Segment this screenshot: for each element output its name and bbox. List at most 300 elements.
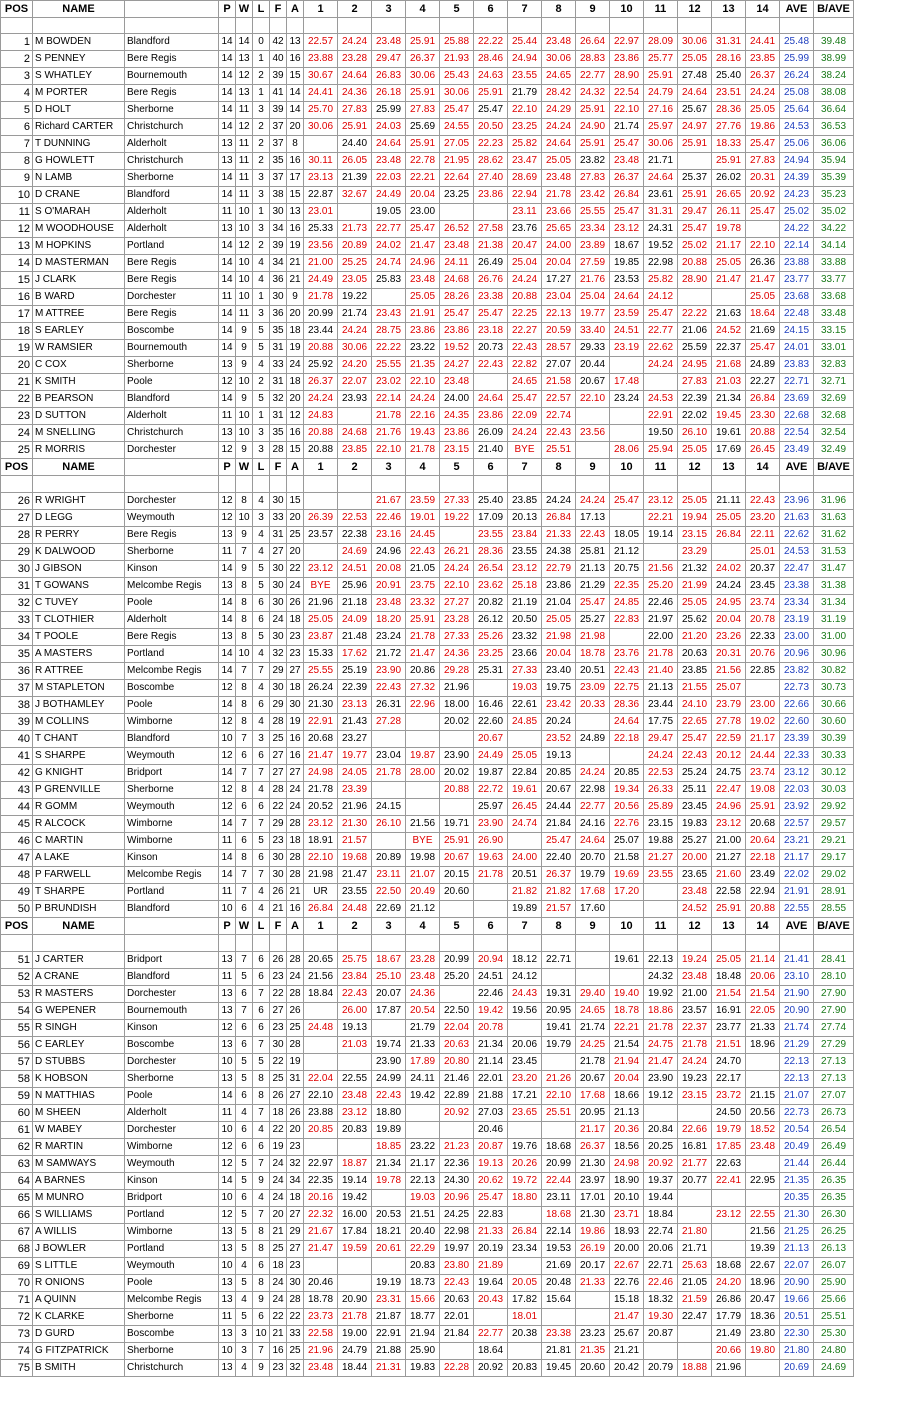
score-cell: 23.38 xyxy=(474,289,508,306)
column-header: 1 xyxy=(304,918,338,935)
against-cell: 25 xyxy=(287,527,304,544)
won-cell: 7 xyxy=(236,952,253,969)
column-header: 13 xyxy=(712,1,746,18)
score-cell: 23.57 xyxy=(678,1003,712,1020)
won-cell: 11 xyxy=(236,153,253,170)
score-cell: 22.74 xyxy=(644,1224,678,1241)
lost-cell: 3 xyxy=(253,102,270,119)
score-cell xyxy=(474,901,508,918)
score-cell: 23.59 xyxy=(610,306,644,323)
score-cell: 25.55 xyxy=(372,357,406,374)
against-cell: 15 xyxy=(287,187,304,204)
bonus-average-cell: 33.15 xyxy=(814,323,854,340)
score-cell: 25.05 xyxy=(746,102,780,119)
score-cell: 21.48 xyxy=(338,629,372,646)
score-cell: 19.45 xyxy=(712,408,746,425)
for-cell: 39 xyxy=(270,238,287,255)
score-cell: 22.10 xyxy=(576,391,610,408)
score-cell: 21.12 xyxy=(406,901,440,918)
score-cell: 20.92 xyxy=(440,1105,474,1122)
player-row xyxy=(1,289,854,306)
position-cell: 57 xyxy=(1,1054,33,1071)
played-cell: 14 xyxy=(219,255,236,272)
score-cell: 19.05 xyxy=(372,204,406,221)
played-cell: 14 xyxy=(219,867,236,884)
score-cell: 24.49 xyxy=(304,272,338,289)
club-cell: Poole xyxy=(125,697,219,714)
score-cell xyxy=(474,1309,508,1326)
score-cell: 21.71 xyxy=(644,153,678,170)
score-cell: 22.58 xyxy=(304,1326,338,1343)
bonus-average-cell: 39.48 xyxy=(814,34,854,51)
played-cell: 10 xyxy=(219,901,236,918)
player-name-cell: R MASTERS xyxy=(33,986,125,1003)
empty-cell xyxy=(576,476,610,493)
score-cell: 28.16 xyxy=(712,51,746,68)
player-row xyxy=(1,221,854,238)
against-cell: 19 xyxy=(287,1054,304,1071)
score-cell: 21.35 xyxy=(576,1343,610,1360)
score-cell: 23.86 xyxy=(542,578,576,595)
played-cell: 14 xyxy=(219,850,236,867)
score-cell: 24.24 xyxy=(440,561,474,578)
bonus-average-cell: 33.88 xyxy=(814,255,854,272)
position-cell: 19 xyxy=(1,340,33,357)
score-cell xyxy=(576,969,610,986)
played-cell: 12 xyxy=(219,1156,236,1173)
for-cell: 30 xyxy=(270,1037,287,1054)
score-cell: 23.87 xyxy=(304,629,338,646)
player-name-cell: D SUTTON xyxy=(33,408,125,425)
won-cell: 11 xyxy=(236,187,253,204)
score-cell: 24.64 xyxy=(372,136,406,153)
score-cell: 24.49 xyxy=(372,187,406,204)
played-cell: 14 xyxy=(219,323,236,340)
average-cell: 23.39 xyxy=(780,731,814,748)
score-cell: 30.06 xyxy=(338,340,372,357)
bonus-average-cell: 35.39 xyxy=(814,170,854,187)
for-cell: 21 xyxy=(270,1326,287,1343)
score-cell: 20.88 xyxy=(746,901,780,918)
score-cell: 18.84 xyxy=(644,1207,678,1224)
won-cell: 7 xyxy=(236,765,253,782)
score-cell: 25.47 xyxy=(542,833,576,850)
played-cell: 13 xyxy=(219,1326,236,1343)
player-name-cell: D HOLT xyxy=(33,102,125,119)
score-cell: 15.33 xyxy=(304,646,338,663)
lost-cell: 5 xyxy=(253,561,270,578)
won-cell: 5 xyxy=(236,1173,253,1190)
score-cell: 19.85 xyxy=(610,255,644,272)
score-cell: 24.24 xyxy=(338,34,372,51)
score-cell: 17.87 xyxy=(372,1003,406,1020)
empty-cell xyxy=(780,935,814,952)
score-cell: 20.83 xyxy=(338,1122,372,1139)
score-cell: 24.12 xyxy=(508,969,542,986)
score-cell: 25.82 xyxy=(644,272,678,289)
player-name-cell: D MASTERMAN xyxy=(33,255,125,272)
score-cell: 25.27 xyxy=(678,833,712,850)
score-cell xyxy=(338,1054,372,1071)
score-cell: 21.96 xyxy=(338,799,372,816)
column-header: AVE xyxy=(780,459,814,476)
average-cell: 24.53 xyxy=(780,119,814,136)
played-cell: 12 xyxy=(219,510,236,527)
score-cell: 26.86 xyxy=(712,1292,746,1309)
player-name-cell: R SINGH xyxy=(33,1020,125,1037)
score-cell: 26.37 xyxy=(576,1139,610,1156)
player-row xyxy=(1,102,854,119)
score-cell: 19.03 xyxy=(406,1190,440,1207)
score-cell: 24.83 xyxy=(304,408,338,425)
club-cell: Bournemouth xyxy=(125,68,219,85)
position-cell: 59 xyxy=(1,1088,33,1105)
score-cell: 20.04 xyxy=(712,612,746,629)
score-cell: 19.42 xyxy=(338,1190,372,1207)
score-cell: 19.77 xyxy=(576,306,610,323)
score-cell: 21.56 xyxy=(746,1224,780,1241)
score-cell: 20.68 xyxy=(304,731,338,748)
score-cell: 29.33 xyxy=(576,340,610,357)
score-cell xyxy=(610,425,644,442)
empty-cell xyxy=(304,935,338,952)
played-cell: 13 xyxy=(219,357,236,374)
score-cell: 21.51 xyxy=(406,1207,440,1224)
score-cell: 17.82 xyxy=(508,1292,542,1309)
empty-cell xyxy=(406,18,440,34)
for-cell: 30 xyxy=(270,867,287,884)
score-cell: 22.94 xyxy=(508,187,542,204)
score-cell: 21.78 xyxy=(304,782,338,799)
score-cell: 23.40 xyxy=(542,663,576,680)
against-cell: 21 xyxy=(287,255,304,272)
empty-cell xyxy=(1,476,33,493)
player-name-cell: J CARTER xyxy=(33,952,125,969)
position-cell: 33 xyxy=(1,612,33,629)
score-cell xyxy=(508,731,542,748)
score-cell: 19.14 xyxy=(644,527,678,544)
score-cell: 24.98 xyxy=(610,1156,644,1173)
score-cell: 24.15 xyxy=(372,799,406,816)
score-cell: 23.48 xyxy=(372,153,406,170)
player-name-cell: C COX xyxy=(33,357,125,374)
score-cell xyxy=(338,408,372,425)
score-cell: 22.43 xyxy=(576,527,610,544)
score-cell: 24.27 xyxy=(440,357,474,374)
score-cell: BYE xyxy=(508,442,542,459)
column-header: 5 xyxy=(440,918,474,935)
header-row xyxy=(1,459,854,476)
against-cell: 30 xyxy=(287,1275,304,1292)
against-cell: 24 xyxy=(287,782,304,799)
club-cell: Sherborne xyxy=(125,782,219,799)
score-cell: 24.64 xyxy=(644,170,678,187)
empty-cell xyxy=(125,476,219,493)
score-cell: 23.15 xyxy=(440,442,474,459)
won-cell: 9 xyxy=(236,391,253,408)
score-cell xyxy=(746,1190,780,1207)
against-cell: 17 xyxy=(287,170,304,187)
for-cell: 39 xyxy=(270,102,287,119)
score-cell: 21.17 xyxy=(576,1122,610,1139)
player-row xyxy=(1,1190,854,1207)
score-cell: 22.18 xyxy=(746,850,780,867)
score-cell: 22.46 xyxy=(372,510,406,527)
bonus-average-cell: 31.96 xyxy=(814,493,854,510)
column-header xyxy=(125,459,219,476)
won-cell: 7 xyxy=(236,1003,253,1020)
bonus-average-cell: 30.12 xyxy=(814,765,854,782)
score-cell: 20.92 xyxy=(644,1156,678,1173)
score-cell: 16.81 xyxy=(678,1139,712,1156)
club-cell: Portland xyxy=(125,646,219,663)
played-cell: 14 xyxy=(219,1173,236,1190)
score-cell: 23.48 xyxy=(440,374,474,391)
against-cell: 20 xyxy=(287,119,304,136)
score-cell: 26.45 xyxy=(508,799,542,816)
won-cell: 7 xyxy=(236,663,253,680)
score-cell: 26.33 xyxy=(644,782,678,799)
score-cell: 23.11 xyxy=(372,867,406,884)
score-cell: 20.83 xyxy=(406,1258,440,1275)
score-cell: 22.89 xyxy=(440,1088,474,1105)
score-cell: 23.02 xyxy=(372,374,406,391)
score-cell: 24.53 xyxy=(644,391,678,408)
score-cell: 22.35 xyxy=(610,578,644,595)
score-cell: 24.41 xyxy=(746,34,780,51)
for-cell: 23 xyxy=(270,1020,287,1037)
bonus-average-cell: 27.07 xyxy=(814,1088,854,1105)
score-cell xyxy=(644,884,678,901)
score-cell: 23.90 xyxy=(372,1054,406,1071)
club-cell: Weymouth xyxy=(125,748,219,765)
score-cell: 28.36 xyxy=(474,544,508,561)
for-cell: 25 xyxy=(270,1071,287,1088)
player-row xyxy=(1,510,854,527)
player-row xyxy=(1,1156,854,1173)
score-cell: 18.12 xyxy=(508,952,542,969)
club-cell: Kinson xyxy=(125,1173,219,1190)
score-cell: 22.10 xyxy=(406,374,440,391)
score-cell: 22.43 xyxy=(406,544,440,561)
club-cell: Alderholt xyxy=(125,204,219,221)
won-cell: 6 xyxy=(236,1190,253,1207)
player-name-cell: G WEPENER xyxy=(33,1003,125,1020)
score-cell: 24.85 xyxy=(610,595,644,612)
player-row xyxy=(1,340,854,357)
score-cell: 20.86 xyxy=(406,663,440,680)
score-cell: 21.79 xyxy=(508,85,542,102)
bonus-average-cell: 26.49 xyxy=(814,1139,854,1156)
score-cell: 17.69 xyxy=(712,442,746,459)
score-cell: 17.75 xyxy=(644,714,678,731)
column-header: 4 xyxy=(406,459,440,476)
for-cell: 29 xyxy=(270,697,287,714)
score-cell: 24.05 xyxy=(338,765,372,782)
score-cell: 24.65 xyxy=(508,374,542,391)
score-cell: 24.32 xyxy=(576,85,610,102)
column-header: 7 xyxy=(508,1,542,18)
score-cell: 23.55 xyxy=(474,527,508,544)
player-name-cell: S WHATLEY xyxy=(33,68,125,85)
player-name-cell: P BRUNDISH xyxy=(33,901,125,918)
position-cell: 38 xyxy=(1,697,33,714)
score-cell: 23.04 xyxy=(372,748,406,765)
score-cell: 21.63 xyxy=(712,306,746,323)
score-cell: 20.84 xyxy=(644,1122,678,1139)
score-cell: 21.81 xyxy=(542,1343,576,1360)
score-cell: 23.66 xyxy=(542,204,576,221)
score-cell: 20.88 xyxy=(304,340,338,357)
position-cell: 48 xyxy=(1,867,33,884)
score-cell: 30.06 xyxy=(440,85,474,102)
score-cell: 25.82 xyxy=(508,136,542,153)
score-cell: 21.32 xyxy=(678,561,712,578)
score-cell: 22.14 xyxy=(542,1224,576,1241)
score-cell: 18.01 xyxy=(508,1309,542,1326)
score-cell: 24.95 xyxy=(678,357,712,374)
bonus-average-cell: 24.69 xyxy=(814,1360,854,1377)
won-cell: 5 xyxy=(236,1224,253,1241)
score-cell xyxy=(372,1020,406,1037)
score-cell: 21.20 xyxy=(678,629,712,646)
lost-cell: 4 xyxy=(253,527,270,544)
score-cell: 22.58 xyxy=(712,884,746,901)
played-cell: 13 xyxy=(219,1071,236,1088)
score-cell: 22.00 xyxy=(644,629,678,646)
score-cell: 20.07 xyxy=(372,986,406,1003)
won-cell: 10 xyxy=(236,408,253,425)
score-cell: 24.52 xyxy=(678,901,712,918)
score-cell: 28.36 xyxy=(712,102,746,119)
score-cell: 24.51 xyxy=(338,561,372,578)
score-cell: 24.75 xyxy=(712,765,746,782)
score-cell xyxy=(304,493,338,510)
score-cell: 24.85 xyxy=(508,714,542,731)
score-cell: 22.77 xyxy=(576,799,610,816)
lost-cell: 5 xyxy=(253,340,270,357)
score-cell: 21.56 xyxy=(406,816,440,833)
score-cell: 22.13 xyxy=(542,306,576,323)
score-cell: 20.60 xyxy=(576,1360,610,1377)
score-cell: 23.65 xyxy=(508,1105,542,1122)
average-cell: 25.08 xyxy=(780,85,814,102)
score-cell: 24.24 xyxy=(542,493,576,510)
score-cell: 23.55 xyxy=(508,68,542,85)
bonus-average-cell: 27.13 xyxy=(814,1054,854,1071)
won-cell: 10 xyxy=(236,272,253,289)
score-cell: 22.16 xyxy=(406,408,440,425)
player-name-cell: M SHEEN xyxy=(33,1105,125,1122)
against-cell: 14 xyxy=(287,102,304,119)
against-cell: 19 xyxy=(287,714,304,731)
score-cell: 25.44 xyxy=(508,34,542,51)
average-cell: 24.39 xyxy=(780,170,814,187)
score-cell: 16.46 xyxy=(474,697,508,714)
score-cell: 23.74 xyxy=(746,595,780,612)
player-name-cell: S O'MARAH xyxy=(33,204,125,221)
score-cell: 26.24 xyxy=(304,680,338,697)
score-cell: 24.24 xyxy=(304,391,338,408)
score-cell: 23.32 xyxy=(508,629,542,646)
score-cell xyxy=(338,1275,372,1292)
bonus-average-cell: 26.54 xyxy=(814,1122,854,1139)
bonus-average-cell: 28.91 xyxy=(814,884,854,901)
score-cell: 22.13 xyxy=(644,952,678,969)
score-cell: 22.77 xyxy=(474,1326,508,1343)
against-cell: 18 xyxy=(287,1190,304,1207)
score-cell: 19.77 xyxy=(338,748,372,765)
won-cell: 6 xyxy=(236,799,253,816)
score-cell: 18.68 xyxy=(712,1258,746,1275)
score-cell: 20.36 xyxy=(610,1122,644,1139)
won-cell: 6 xyxy=(236,986,253,1003)
score-cell: 27.28 xyxy=(372,714,406,731)
against-cell: 28 xyxy=(287,816,304,833)
against-cell: 18 xyxy=(287,374,304,391)
player-row xyxy=(1,153,854,170)
score-cell: 18.86 xyxy=(644,1003,678,1020)
score-cell xyxy=(474,374,508,391)
column-header: AVE xyxy=(780,1,814,18)
score-cell: 25.91 xyxy=(678,187,712,204)
player-row xyxy=(1,578,854,595)
player-name-cell: T DUNNING xyxy=(33,136,125,153)
column-header: A xyxy=(287,1,304,18)
for-cell: 28 xyxy=(270,782,287,799)
score-cell: 21.78 xyxy=(406,629,440,646)
average-cell: 23.77 xyxy=(780,272,814,289)
player-name-cell: R ALCOCK xyxy=(33,816,125,833)
position-cell: 37 xyxy=(1,680,33,697)
lost-cell: 2 xyxy=(253,68,270,85)
empty-cell xyxy=(440,476,474,493)
score-cell: 22.10 xyxy=(610,102,644,119)
score-cell: 25.05 xyxy=(712,510,746,527)
score-cell: 20.62 xyxy=(474,1173,508,1190)
for-cell: 27 xyxy=(270,748,287,765)
won-cell: 9 xyxy=(236,340,253,357)
score-cell: 24.24 xyxy=(542,119,576,136)
average-cell: 22.02 xyxy=(780,867,814,884)
lost-cell: 6 xyxy=(253,748,270,765)
played-cell: 12 xyxy=(219,748,236,765)
score-cell: 23.18 xyxy=(474,323,508,340)
score-cell: 21.96 xyxy=(712,1360,746,1377)
score-cell: 21.74 xyxy=(576,1020,610,1037)
score-cell: 20.88 xyxy=(508,289,542,306)
score-cell: 25.75 xyxy=(338,952,372,969)
score-cell: 21.88 xyxy=(372,1343,406,1360)
score-cell: 25.05 xyxy=(542,153,576,170)
score-cell: 22.05 xyxy=(746,1003,780,1020)
score-cell: 24.50 xyxy=(712,1105,746,1122)
score-cell: 20.92 xyxy=(746,187,780,204)
club-cell: Christchurch xyxy=(125,1360,219,1377)
played-cell: 13 xyxy=(219,1037,236,1054)
score-cell: 25.96 xyxy=(338,578,372,595)
bonus-average-cell: 31.62 xyxy=(814,527,854,544)
club-cell: Bere Regis xyxy=(125,255,219,272)
score-cell: 22.43 xyxy=(440,1275,474,1292)
for-cell: 24 xyxy=(270,1156,287,1173)
won-cell: 12 xyxy=(236,68,253,85)
score-cell: 19.52 xyxy=(644,238,678,255)
score-cell: 25.62 xyxy=(678,612,712,629)
against-cell: 21 xyxy=(287,272,304,289)
score-cell xyxy=(542,969,576,986)
against-cell: 28 xyxy=(287,867,304,884)
